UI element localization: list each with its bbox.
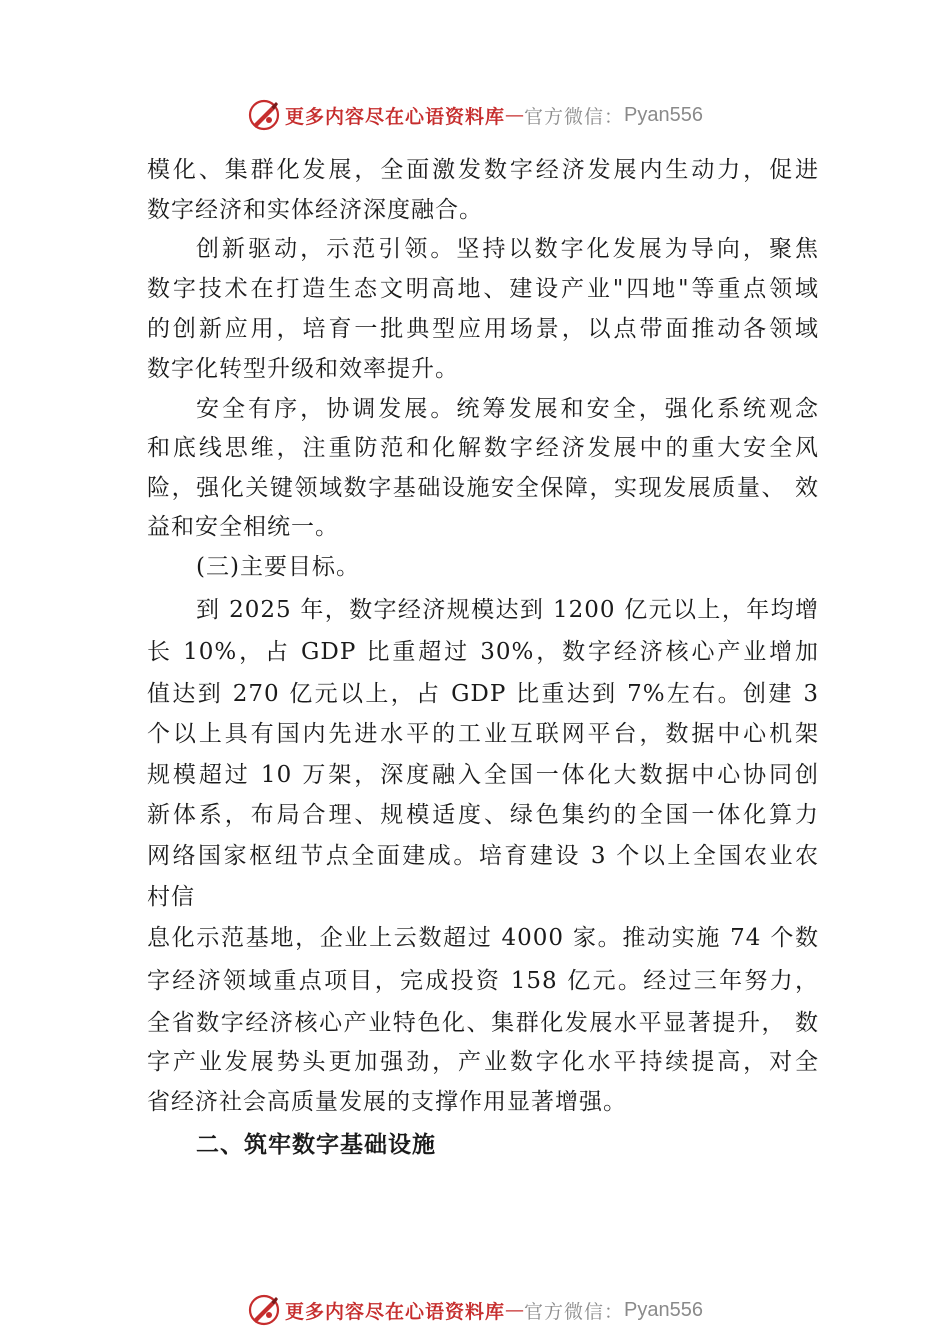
text-line: 险，强化关键领域数字基础设施安全保障，实现发展质量、 效 — [147, 475, 819, 501]
footer-banner — [0, 1290, 950, 1330]
subheading: (三)主要目标。 — [196, 554, 360, 580]
text-line: 新体系，布局合理、规模适度、绿色集约的全国一体化算力 — [147, 802, 819, 828]
text-line: 息化示范基地，企业上云数超过 4000 家。推动实施 74 个数 — [147, 925, 819, 951]
banner-dash: — — [505, 1299, 525, 1321]
text-line: 个以上具有国内先进水平的工业互联网平台，数据中心机架 — [147, 721, 819, 747]
text-line: 和底线思维，注重防范和化解数字经济发展中的重大安全风 — [147, 435, 819, 461]
text-line: 值达到 270 亿元以上，占 GDP 比重达到 7%左右。创建 3 — [147, 681, 819, 707]
section-heading: 二、筑牢数字基础设施 — [196, 1132, 436, 1158]
text-line: 数字技术在打造生态文明高地、建设产业"四地"等重点领域 — [147, 276, 819, 302]
text-line: 网络国家枢纽节点全面建成。培育建设 3 个以上全国农业农 — [147, 843, 819, 869]
text-line: 到 2025 年，数字经济规模达到 1200 亿元以上，年均增 — [196, 597, 819, 623]
logo-icon — [247, 1293, 281, 1327]
text-line: 全省数字经济核心产业特色化、集群化发展水平显著提升， 数 — [147, 1010, 819, 1036]
text-line: 数字化转型升级和效率提升。 — [147, 356, 459, 382]
banner-wechat-label: 官方微信： — [524, 105, 625, 128]
text-line: 安全有序，协调发展。统筹发展和安全，强化系统观念 — [196, 396, 819, 422]
text-line: 长 10%，占 GDP 比重超过 30%，数字经济核心产业增加 — [147, 639, 819, 665]
text-line: 创新驱动，示范引领。坚持以数字化发展为导向，聚焦 — [196, 236, 819, 262]
banner-dash: — — [505, 104, 525, 126]
text-line: 的创新应用，培育一批典型应用场景，以点带面推动各领域 — [147, 316, 819, 342]
text-line: 益和安全相统一。 — [147, 514, 339, 540]
logo-icon — [247, 98, 281, 132]
banner-wechat-id: Pyan556 — [624, 103, 703, 126]
text-line: 字产业发展势头更加强劲，产业数字化水平持续提高，对全 — [147, 1049, 819, 1075]
text-line: 村信 — [147, 884, 195, 910]
text-line: 省经济社会高质量发展的支撑作用显著增强。 — [147, 1089, 627, 1115]
banner-text: 更多内容尽在心语资料库 — [285, 1300, 506, 1323]
text-line: 模化、集群化发展，全面激发数字经济发展内生动力，促进 — [147, 157, 819, 183]
text-line: 字经济领域重点项目，完成投资 158 亿元。经过三年努力， — [147, 968, 819, 994]
banner-wechat-id: Pyan556 — [624, 1298, 703, 1321]
banner-text: 更多内容尽在心语资料库 — [285, 105, 506, 128]
banner-wechat-label: 官方微信： — [524, 1300, 625, 1323]
text-line: 数字经济和实体经济深度融合。 — [147, 197, 483, 223]
text-line: 规模超过 10 万架，深度融入全国一体化大数据中心协同创 — [147, 762, 819, 788]
header-banner — [0, 95, 950, 135]
